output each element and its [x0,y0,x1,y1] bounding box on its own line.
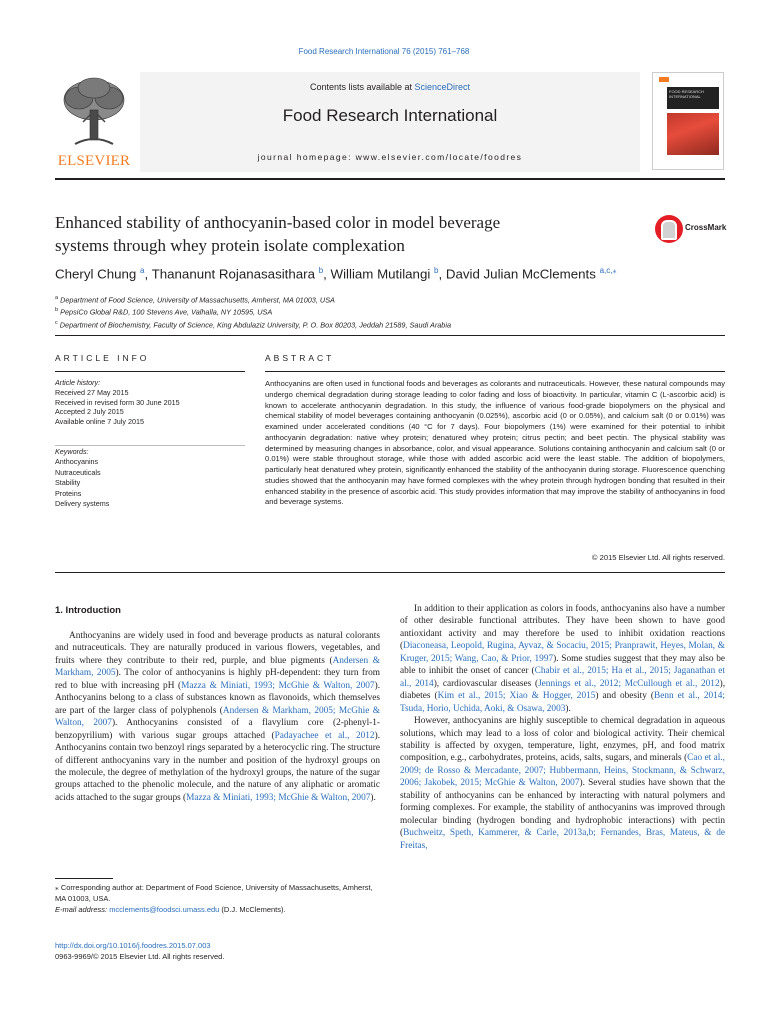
citation-link[interactable]: Mazza & Miniati, 1993; McGhie & Walton, 2007 [181,680,375,691]
abstract-heading: ABSTRACT [265,353,335,363]
body-paragraph [400,715,725,852]
author-affiliation-link[interactable]: b [318,266,324,275]
email-link[interactable]: mcclements@foodsci.umass.edu [109,905,220,914]
email-suffix: (D.J. McClements). [219,905,286,914]
keywords [55,447,245,509]
introduction-heading: 1. Introduction [55,605,121,616]
elsevier-tree-icon [55,74,133,152]
citation-link[interactable]: Buchweitz, Speth, Kammerer, & Carle, 2013a,b; Fernandes, Bras, Mateus, & de Freitas, [400,828,725,851]
affiliation-item [55,305,735,317]
doi-block [55,940,385,962]
abstract-text: Anthocyanins are often used in functional foods and beverages as colorants and nutraceuticals. However, these natural compounds may undergo chemical degradation during storage leading to color fading and loss of bioactivity. In particular, vitamin C (L-ascorbic acid) is known to accelerate anthocyanin degradation. In this study, the influence of various food-grade biopolymers on the physical and chemical stability of model beverages containing anthocyanin (0.025%), ascorbic acid (0 or 0.05%), and calcium salt (0 or 0.01%) was examined under accelerated conditions (40 °C for 7 days). Four biopolymers (1%) were examined for their potential to inhibit anthocyanin degradation: native whey protein; denatured whey protein; citrus pectin; and beet pectin. The physical stability was determined by measuring changes in absorbance, color, and visual appearance. Solutions containing anthocyanin and calcium salt (0 or 0.01%) were stable throughout storage, while those with added ascorbic acid were the least stable. The addition of biopolymers, particularly heat denatured whey protein, significantly enhanced the stability of the anthocyanin during storage. Fluorescence quenching studies showed that the anthocyanin may have formed complexes with the whey protein through hydrogen bonding that resulted in their enhanced stability in the presence of ascorbic acid. This study provides information that may improve the stability of anthocyanins in food and beverage systems. [265,379,725,507]
body-column-left [55,630,380,804]
sciencedirect-link[interactable]: ScienceDirect [414,82,471,92]
contents-prefix: Contents lists available at [309,82,415,92]
body-text: ). Some studies suggest that they may also be able to inhibit the onset of cancer ( [400,653,725,677]
body-paragraph [400,603,725,715]
keywords-label: Keywords: [55,447,89,456]
affiliation-mark: b [55,307,59,314]
body-text: In addition to their application as colors in foods, anthocyanins also have a number of other desirable functional attributes. They have been shown to have good antioxidant activity and may therefore be used to inhibit oxidation reactions ( [400,604,725,652]
affiliation-mark: c [55,319,58,326]
body-text: ). [370,792,376,803]
author-name: David Julian McClements [445,266,596,282]
citation-link[interactable]: Chabir et al., 2015; Ha et al., 2015; Jaganathan et al., 2014 [400,666,726,689]
affiliation-mark: a [55,295,59,301]
abstract-rule [265,371,725,372]
journal-reference[interactable]: Food Research International 76 (2015) 761–768 [298,47,470,56]
citation-link[interactable]: Cao et al., 2009; de Rosso & Mercadante, 2007; Hubbermann, Heins, Stockmann, & Schwarz, 2006; Jakobek, 2015; McGhie & Walton, 2007 [400,753,725,789]
cover-title: FOOD RESEARCH INTERNATIONAL [667,87,719,109]
masthead-divider [55,178,725,180]
body-text: ) and obesity ( [595,691,654,702]
citation-link[interactable]: Andersen & Markham, 2005; McGhie & Walton, 2007 [55,705,380,729]
history-item: Available online 7 July 2015 [55,417,144,427]
journal-homepage [140,152,640,162]
body-column-right [400,603,725,852]
email-line [55,904,385,915]
email-label: E-mail address: [55,905,110,914]
homepage-prefix: journal homepage: [257,152,356,162]
citation-link[interactable]: Andersen & Markham, 2005 [55,655,380,679]
author-affiliation-link[interactable]: a [140,266,145,275]
corresponding-note: ⁎ Corresponding author at: Department of Food Science, University of Massachusetts, Amherst, MA 01003, USA. [55,883,373,903]
affiliation-text: PepsiCo Global R&D, 100 Stevens Ave, Valhalla, NY 10595, USA [60,307,273,317]
citation-link[interactable]: Benn et al., 2014; Tsuda, Horio, Uchida, Aoki, & Osawa, 2003 [400,691,725,714]
crossmark-label: CrossMark [685,223,727,232]
keyword-item: Delivery systems [55,499,110,509]
elsevier-logo[interactable] [55,74,133,170]
cover-publisher-mark [659,77,669,82]
journal-masthead [55,72,725,172]
crossmark-icon [655,215,683,243]
affiliation-item [55,318,735,330]
body-text: ), cardiovascular diseases ( [433,678,539,689]
body-text: However, anthocyanins are highly susceptible to chemical degradation in aqueous solutions, which may lead to a loss of color and biological activity. Their chemical stability is affected by oxygen, temperature, light, enzymes, pH, and food matrix composition, e.g., carbohydrates, proteins, acids, salts, sugars, and minerals ( [400,716,725,764]
body-text: ). The color of anthocyanins is highly pH-dependent: they turn from red to blue with increasing pH ( [55,668,381,691]
issn-line: 0963-9969/© 2015 Elsevier Ltd. All rights reserved. [55,952,225,961]
contents-line [140,82,640,92]
citation-link[interactable]: Mazza & Miniati, 1993; McGhie & Walton, 2007 [186,792,371,803]
masthead-banner [140,72,640,172]
author-name: Thananunt Rojanasasithara [151,266,315,282]
keyword-item: Anthocyanins [55,457,99,467]
body-text: ), diabetes ( [400,678,726,702]
citation-link[interactable]: Kim et al., 2015; Xiao & Hogger, 2015 [437,691,596,702]
affiliations [55,293,735,330]
history-label: Article history: [55,378,101,387]
body-text: ). Anthocyanins belong to a class of substances known as flavonoids, which themselves are part of the larger class of polyphenols ( [55,680,381,716]
affiliation-text: Department of Biochemistry, Faculty of Science, King Abdulaziz University, P. O. Box 80203, Jeddah 21589, Saudi Arabia [59,320,452,330]
corresponding-author-footnote [55,882,385,915]
author-list: Cheryl Chung $^a$, Thananunt Rojanasasithara $^b$, William Mutilangi $^b$, David Julian McClements $^{a,c,⁎}$ [55,266,617,282]
article-title [55,211,625,257]
abstract-bottom-rule [55,572,725,573]
article-history [55,378,245,427]
body-text: ). Anthocyanins contain two benzoyl rings separated by a heterocyclic ring. The structure of different anthocyanins vary in the number and position of the hydroxyl groups on the molecule, the degree of methylation of the hydroxyl groups, the nature of the sugar groups attached to the phenolic molecule, and the nature of any aliphatic or aromatic acids attached to the sugar groups ( [55,730,381,803]
footnote-rule [55,878,113,879]
author-affiliation-link[interactable]: a,c,⁎ [599,266,617,275]
keywords-rule [55,445,245,446]
abstract-copyright: © 2015 Elsevier Ltd. All rights reserved. [591,553,725,562]
author-name: William Mutilangi [330,266,431,282]
citation-link[interactable]: Diaconeasa, Leopold, Rugina, Ayvaz, & Socaciu, 2015; Pranprawit, Heyes, Molan, & Kruger, 2015; Wang, Cao, & Prior, 1997 [400,641,725,664]
body-text: ). Several studies have shown that the stability of anthocyanins can be enhanced by interacting with natural polymers and forming complexes. For example, the stability of anthocyanins was improved through molecular binding (hydrogen bonding and hydrophobic interactions) with pectin ( [400,778,725,839]
article-info-heading: ARTICLE INFO [55,353,150,363]
history-item: Received in revised form 30 June 2015 [55,397,180,407]
title-line-1: Enhanced stability of anthocyanin-based color in model beverage [55,213,501,232]
journal-name: Food Research International [282,106,498,125]
history-item: Received 27 May 2015 [55,387,129,397]
citation-link[interactable]: Padayachee et al., 2012 [274,730,375,741]
citation-link[interactable]: Jennings et al., 2012; McCullough et al., 2012 [538,678,720,689]
affiliation-text: Department of Food Science, University of Massachusetts, Amherst, MA 01003, USA [60,295,335,305]
title-line-2: systems through whey protein isolate complexation [55,236,405,255]
journal-cover-thumbnail[interactable] [652,72,724,170]
keyword-item: Proteins [55,488,82,498]
elsevier-wordmark: ELSEVIER [57,153,131,169]
author-name: Cheryl Chung [55,266,137,282]
crossmark-badge[interactable] [655,215,735,247]
keyword-item: Stability [55,478,81,488]
keyword-item: Nutraceuticals [55,467,101,477]
history-item: Accepted 2 July 2015 [55,407,124,417]
affiliation-item [55,293,735,305]
body-text: Anthocyanins are widely used in food and beverage products as natural colorants and nutraceuticals. They are naturally produced in various flowers, vegetables, and fruits where they contribute to their red, purple, and blue pigments ( [55,631,380,666]
article-info-rule [55,371,245,372]
section-divider [55,335,725,336]
body-text: ). [565,703,571,714]
homepage-link[interactable]: www.elsevier.com/locate/foodres [355,152,523,162]
cover-image [667,113,719,155]
body-paragraph [55,630,380,804]
body-text: ). Anthocyanins consisted of a flavylium core (2-phenyl-1-benzopyrilium) with various sugar groups attached ( [55,718,380,741]
author-affiliation-link[interactable]: b [434,266,439,275]
doi-link[interactable]: http://dx.doi.org/10.1016/j.foodres.2015.07.003 [55,941,211,950]
